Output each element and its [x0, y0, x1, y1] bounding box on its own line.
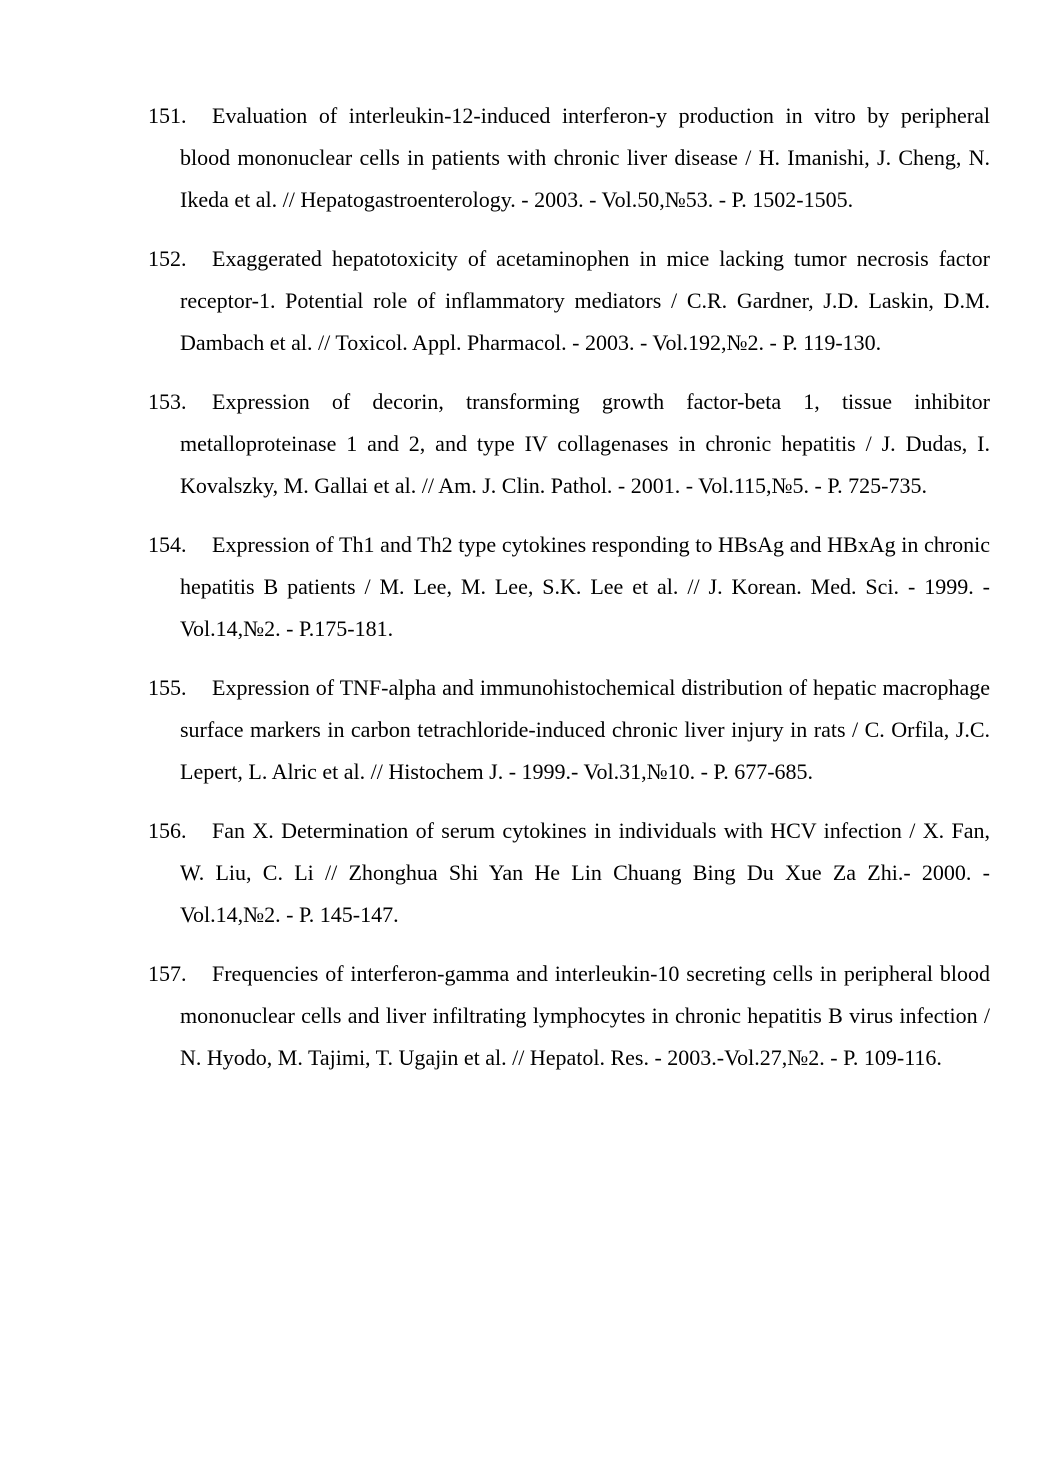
reference-text: Expression of decorin, transforming growth factor-beta 1, tissue inhibitor metalloproteinase 1 and 2, and type IV collagenases in chronic hepatitis / J. Dudas, I. Kovalszky, M. Gallai et al. // Am. J. Clin. Pathol. - 2001. - Vol.115,№5. - P. 725-735. — [180, 389, 990, 498]
reference-item — [148, 524, 990, 650]
reference-item — [148, 667, 990, 793]
reference-number: 155. — [148, 675, 187, 700]
reference-number: 157. — [148, 961, 187, 986]
reference-text: Expression of Th1 and Th2 type cytokines responding to HBsAg and HBxAg in chronic hepatitis B patients / M. Lee, M. Lee, S.K. Lee et al. // J. Korean. Med. Sci. - 1999. - Vol.14,№2. - P.175-181. — [180, 532, 990, 641]
reference-item — [148, 381, 990, 507]
reference-text: Exaggerated hepatotoxicity of acetaminophen in mice lacking tumor necrosis factor receptor-1. Potential role of inflammatory mediators / C.R. Gardner, J.D. Laskin, D.M. Dambach et al. // Toxicol. Appl. Pharmacol. - 2003. - Vol.192,№2. - P. 119-130. — [180, 246, 990, 355]
reference-text: Frequencies of interferon-gamma and interleukin-10 secreting cells in peripheral blood mononuclear cells and liver infiltrating lymphocytes in chronic hepatitis B virus infection / N. Hyodo, M. Tajimi, T. Ugajin et al. // Hepatol. Res. - 2003.-Vol.27,№2. - P. 109-116. — [180, 961, 990, 1070]
reference-text: Expression of TNF-alpha and immunohistochemical distribution of hepatic macrophage surface markers in carbon tetrachloride-induced chronic liver injury in rats / C. Orfila, J.C. Lepert, L. Alric et al. // Histochem J. - 1999.- Vol.31,№10. - P. 677-685. — [180, 675, 990, 784]
reference-number: 151. — [148, 103, 187, 128]
reference-number: 152. — [148, 246, 187, 271]
reference-number: 154. — [148, 532, 187, 557]
reference-text: Fan X. Determination of serum cytokines in individuals with HCV infection / X. Fan, W. Liu, C. Li // Zhonghua Shi Yan He Lin Chuang Bing Du Xue Za Zhi.- 2000. - Vol.14,№2. - P. 145-147. — [180, 818, 990, 927]
reference-text: Evaluation of interleukin-12-induced interferon-y production in vitro by peripheral blood mononuclear cells in patients with chronic liver disease / H. Imanishi, J. Cheng, N. Ikeda et al. // Hepatogastroenterology. - 2003. - Vol.50,№53. - P. 1502-1505. — [180, 103, 990, 212]
reference-number: 156. — [148, 818, 187, 843]
reference-item — [148, 238, 990, 364]
reference-item — [148, 810, 990, 936]
reference-item — [148, 95, 990, 221]
reference-list — [148, 95, 990, 1096]
reference-item — [148, 953, 990, 1079]
reference-number: 153. — [148, 389, 187, 414]
